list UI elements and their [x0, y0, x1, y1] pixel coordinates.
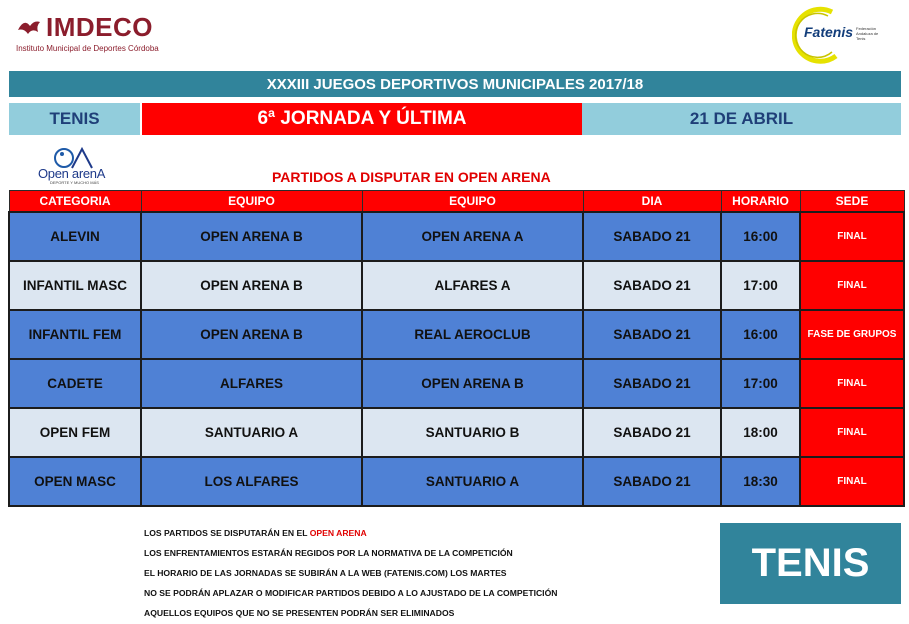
team-2-cell: ALFARES A	[362, 261, 583, 310]
round-label: 6ª JORNADA Y ÚLTIMA	[142, 103, 582, 135]
category-cell: INFANTIL FEM	[9, 310, 141, 359]
imdeco-logo	[14, 10, 184, 60]
day-cell: SABADO 21	[583, 408, 721, 457]
day-cell: SABADO 21	[583, 212, 721, 261]
note-line: LOS ENFRENTAMIENTOS ESTARÁN REGIDOS POR LA NORMATIVA DE LA COMPETICIÓN	[144, 548, 513, 558]
column-header-team-1: EQUIPO	[141, 191, 362, 212]
category-cell: CADETE	[9, 359, 141, 408]
team-2-cell: SANTUARIO A	[362, 457, 583, 506]
team-1-cell: ALFARES	[141, 359, 362, 408]
open-arena-name: Open arenA	[38, 166, 106, 181]
column-header-category: CATEGORIA	[9, 191, 141, 212]
imdeco-emblem-icon	[16, 16, 42, 38]
column-header-venue: SEDE	[800, 191, 904, 212]
day-cell: SABADO 21	[583, 310, 721, 359]
imdeco-subtitle: Instituto Municipal de Deportes Córdoba	[16, 44, 159, 53]
team-1-cell: SANTUARIO A	[141, 408, 362, 457]
table-row	[9, 261, 904, 310]
note-line: EL HORARIO DE LAS JORNADAS SE SUBIRÁN A LA WEB (FATENIS.COM) LOS MARTES	[144, 568, 507, 578]
category-cell: OPEN FEM	[9, 408, 141, 457]
team-1-cell: OPEN ARENA B	[141, 261, 362, 310]
fatenis-federation-text: Federación Andaluza de Tenis	[856, 26, 879, 41]
table-header-row	[9, 191, 904, 212]
table-row	[9, 359, 904, 408]
open-arena-logo	[38, 146, 112, 186]
category-cell: INFANTIL MASC	[9, 261, 141, 310]
day-cell: SABADO 21	[583, 261, 721, 310]
sport-badge: TENIS	[720, 523, 901, 604]
fatenis-name: Fatenis	[804, 24, 854, 40]
sport-label: TENIS	[9, 103, 140, 135]
category-cell: ALEVIN	[9, 212, 141, 261]
column-header-day: DIA	[583, 191, 721, 212]
venue-cell: FINAL	[800, 408, 904, 457]
team-2-cell: REAL AEROCLUB	[362, 310, 583, 359]
table-row	[9, 408, 904, 457]
note-line: NO SE PODRÁN APLAZAR O MODIFICAR PARTIDOS DEBIDO A LO AJUSTADO DE LA COMPETICIÓN	[144, 588, 558, 598]
time-cell: 16:00	[721, 212, 800, 261]
day-cell: SABADO 21	[583, 359, 721, 408]
open-arena-tagline: DEPORTE Y MUCHO MÁS	[50, 180, 99, 185]
matches-table	[8, 190, 905, 507]
venue-highlight: OPEN ARENA	[309, 528, 367, 538]
column-header-team-2: EQUIPO	[362, 191, 583, 212]
table-row	[9, 457, 904, 506]
team-2-cell: SANTUARIO B	[362, 408, 583, 457]
section-subtitle: PARTIDOS A DISPUTAR EN OPEN ARENA	[272, 169, 551, 185]
time-cell: 17:00	[721, 359, 800, 408]
competition-title: XXXIII JUEGOS DEPORTIVOS MUNICIPALES 2017/18	[9, 71, 901, 97]
round-info-bar	[9, 103, 901, 135]
venue-cell: FINAL	[800, 359, 904, 408]
team-1-cell: OPEN ARENA B	[141, 212, 362, 261]
time-cell: 18:00	[721, 408, 800, 457]
venue-cell: FINAL	[800, 261, 904, 310]
team-2-cell: OPEN ARENA B	[362, 359, 583, 408]
time-cell: 18:30	[721, 457, 800, 506]
team-2-cell: OPEN ARENA A	[362, 212, 583, 261]
column-header-time: HORARIO	[721, 191, 800, 212]
team-1-cell: LOS ALFARES	[141, 457, 362, 506]
venue-cell: FINAL	[800, 457, 904, 506]
venue-cell: FASE DE GRUPOS	[800, 310, 904, 359]
team-1-cell: OPEN ARENA B	[141, 310, 362, 359]
date-label: 21 DE ABRIL	[582, 103, 901, 135]
day-cell: SABADO 21	[583, 457, 721, 506]
table-row	[9, 212, 904, 261]
time-cell: 16:00	[721, 310, 800, 359]
note-line	[144, 527, 557, 547]
table-row	[9, 310, 904, 359]
note-line: AQUELLOS EQUIPOS QUE NO SE PRESENTEN PODRÁN SER ELIMINADOS	[144, 608, 455, 618]
category-cell: OPEN MASC	[9, 457, 141, 506]
note-text: LOS PARTIDOS SE DISPUTARÁN EN EL	[144, 528, 310, 538]
venue-cell: FINAL	[800, 212, 904, 261]
imdeco-name: IMDECO	[46, 12, 153, 42]
time-cell: 17:00	[721, 261, 800, 310]
fatenis-logo	[792, 6, 892, 66]
rules-notes	[144, 527, 557, 624]
